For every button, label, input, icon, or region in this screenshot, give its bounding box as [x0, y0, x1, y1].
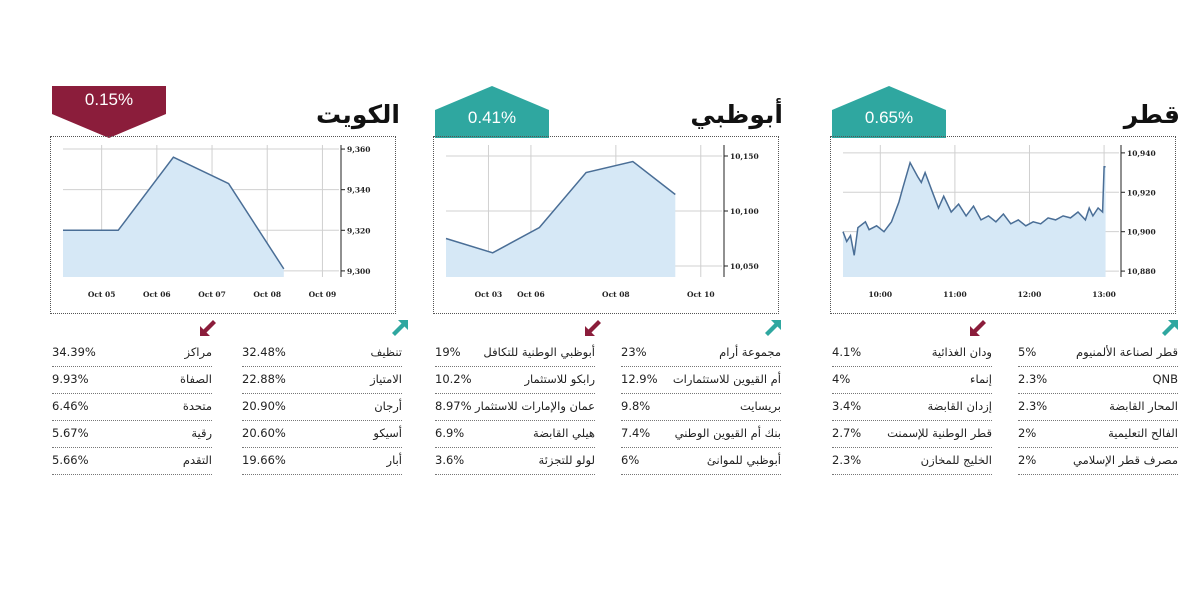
up-arrow-icon	[765, 320, 781, 336]
list-item: مصرف قطر الإسلامي 2%	[1018, 448, 1178, 475]
list-item: أم القيوين للاستثمارات 12.9%	[621, 367, 781, 394]
list-item: رابكو للاستثمار 10.2%	[435, 367, 595, 394]
losers-list	[52, 340, 212, 475]
down-arrow-icon	[200, 320, 216, 336]
list-item: بريسايت 9.8%	[621, 394, 781, 421]
market-chart	[50, 136, 396, 314]
market-title: أبوظبي	[690, 100, 783, 129]
market-chart	[830, 136, 1176, 314]
chart-svg	[831, 137, 1177, 315]
x-tick-label: Oct 07	[198, 290, 226, 299]
x-tick-label: 13:00	[1092, 290, 1116, 299]
list-item: مراكز 34.39%	[52, 340, 212, 367]
y-tick-label: 10,900	[1127, 227, 1156, 237]
losers-list	[832, 340, 992, 475]
list-item: إزدان القابضة 3.4%	[832, 394, 992, 421]
list-item: الخليج للمخازن 2.3%	[832, 448, 992, 475]
x-tick-label: Oct 08	[602, 290, 630, 299]
list-item: رقية 5.67%	[52, 421, 212, 448]
list-item: المحار القابضة 2.3%	[1018, 394, 1178, 421]
losers-list	[435, 340, 595, 475]
x-tick-label: 12:00	[1017, 290, 1042, 299]
market-title: الكويت	[315, 100, 400, 129]
up-arrow-icon	[392, 320, 408, 336]
change-badge	[832, 86, 946, 138]
list-item: أبار 19.66%	[242, 448, 402, 475]
chart-svg	[434, 137, 780, 315]
y-tick-label: 10,940	[1127, 148, 1156, 158]
list-item: الفالح التعليمية 2%	[1018, 421, 1178, 448]
list-item: مجموعة أرام 23%	[621, 340, 781, 367]
list-item: الامتياز 22.88%	[242, 367, 402, 394]
list-item: متحدة 6.46%	[52, 394, 212, 421]
x-tick-label: Oct 08	[253, 290, 282, 299]
list-item: QNB 2.3%	[1018, 367, 1178, 394]
list-item: الصفاة 9.93%	[52, 367, 212, 394]
y-tick-label: 10,050	[730, 262, 759, 271]
list-item: لولو للتجزئة 3.6%	[435, 448, 595, 475]
y-tick-label: 9,340	[347, 185, 371, 195]
list-item: أسيكو 20.60%	[242, 421, 402, 448]
up-arrow-icon	[1162, 320, 1178, 336]
market-panel-abudhabi	[433, 84, 783, 484]
down-arrow-icon	[585, 320, 601, 336]
x-tick-label: Oct 06	[517, 290, 545, 299]
list-item: بنك أم القيوين الوطني 7.4%	[621, 421, 781, 448]
list-item: ودان الغذائية 4.1%	[832, 340, 992, 367]
change-percent: 0.15%	[84, 90, 134, 109]
gainers-list	[1018, 340, 1178, 475]
change-percent: 0.65%	[864, 108, 914, 127]
y-tick-label: 10,150	[730, 152, 759, 161]
y-tick-label: 9,300	[347, 266, 371, 276]
gainers-list	[242, 340, 402, 475]
market-chart	[433, 136, 779, 314]
list-item: قطر لصناعة الألمنيوم 5%	[1018, 340, 1178, 367]
change-percent: 0.41%	[467, 108, 517, 127]
market-panel-kuwait	[50, 84, 400, 484]
x-tick-label: 10:00	[868, 290, 893, 299]
list-item: عمان والإمارات للاستثمار 8.97%	[435, 394, 595, 421]
x-tick-label: 11:00	[943, 290, 967, 299]
gainers-list	[621, 340, 781, 475]
y-tick-label: 9,320	[347, 226, 371, 236]
list-item: أرجان 20.90%	[242, 394, 402, 421]
list-item: أبوظبي للموانئ 6%	[621, 448, 781, 475]
y-tick-label: 9,360	[347, 145, 371, 155]
y-tick-label: 10,920	[1127, 188, 1156, 198]
y-tick-label: 10,880	[1127, 267, 1156, 277]
x-tick-label: Oct 10	[686, 290, 715, 299]
market-panel-qatar	[830, 84, 1180, 484]
market-title: قطر	[1123, 100, 1180, 129]
x-tick-label: Oct 05	[87, 290, 116, 299]
x-tick-label: Oct 03	[474, 290, 503, 299]
list-item: أبوظبي الوطنية للتكافل 19%	[435, 340, 595, 367]
list-item: تنظيف 32.48%	[242, 340, 402, 367]
list-item: إنماء 4%	[832, 367, 992, 394]
down-arrow-icon	[970, 320, 986, 336]
x-tick-label: Oct 06	[143, 290, 171, 299]
chart-svg	[51, 137, 397, 315]
change-badge	[52, 86, 166, 138]
list-item: التقدم 5.66%	[52, 448, 212, 475]
x-tick-label: Oct 09	[308, 290, 337, 299]
y-tick-label: 10,100	[730, 207, 759, 216]
change-badge	[435, 86, 549, 138]
list-item: هيلي القابضة 6.9%	[435, 421, 595, 448]
list-item: قطر الوطنية للإسمنت 2.7%	[832, 421, 992, 448]
